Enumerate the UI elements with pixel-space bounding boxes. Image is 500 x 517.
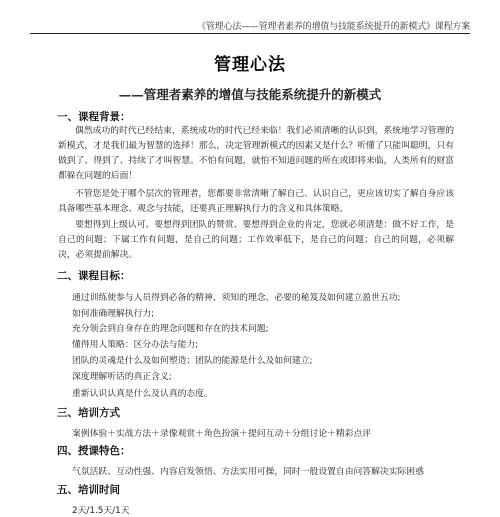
goal-item: 重新认识认真是什么及认真的态度。 bbox=[72, 389, 213, 399]
section-heading-duration: 五、培训时间 bbox=[57, 484, 120, 496]
goal-item: 深度理解听话的真正含义; bbox=[72, 372, 172, 382]
header-rule bbox=[30, 33, 470, 34]
goal-item: 通过训练使参与人员得到必备的精神、须知的理念、必要的秘笈及如何建立盈世五功; bbox=[72, 293, 401, 303]
section-heading-goals: 二、课程目标： bbox=[57, 270, 131, 282]
methods-text: 案例体验＋实战方法＋录像观赏＋角色扮演＋提问互动＋分组讨论＋精彩点评 bbox=[72, 429, 372, 439]
goal-item: 懂得用人策略：区分办法与能力; bbox=[72, 340, 199, 350]
background-paragraph-1-text: 偶然成功的时代已经结束，系统成功的时代已经来临！我们必须清晰的认识到，系统地学习管理的新模式，才是我们最为智慧的选择！那么，决定管理新模式的因素又是什么？听懂了只能叫聪明，只有做到了、得到了、持续了才叫智慧。不怕有问题，就怕不知道问题的所在或即将来临，人类所有的财富都躲在问题的后面！ bbox=[58, 126, 454, 181]
document-subtitle: ——管理者素养的增值与技能系统提升的新模式 bbox=[118, 87, 382, 102]
background-paragraph-2 bbox=[58, 187, 454, 217]
section-heading-features: 四、授课特色： bbox=[57, 445, 131, 457]
background-paragraph-3 bbox=[58, 218, 454, 263]
background-paragraph-3-text: 要想得到上级认可、要想得到团队的赞赏、要想得到企业的肯定，您就必须清楚：做不好工作，是自己的问题；下属工作有问题，是自己的问题；工作效率低下，是自己的问题；自己的问题，必须解决，必须提前解决。 bbox=[58, 220, 454, 260]
goal-item: 充分领会到自身存在的理念问题和存在的技术问题; bbox=[72, 324, 269, 334]
running-header: 《管理心法——管理者素养的增值与技能系统提升的新模式》课程方案 bbox=[197, 22, 470, 32]
features-text: 气氛活跃、互动性强、内容启发领悟、方法实用可操，同时一般设置自由问答解决实际困惑 bbox=[72, 467, 424, 477]
goal-item: 如何准确理解执行力; bbox=[72, 309, 155, 319]
goal-item: 团队的灵魂是什么及如何塑造；团队的能源是什么及如何建立; bbox=[72, 356, 313, 366]
document-title: 管理心法 bbox=[214, 55, 286, 75]
duration-text: 2天/1.5天/1天 bbox=[72, 506, 130, 516]
section-heading-methods: 三、培训方式 bbox=[57, 407, 120, 419]
background-paragraph-1 bbox=[58, 124, 454, 184]
background-paragraph-2-text: 不管您是处于哪个层次的管理者，您都要非常清晰了解自己、认识自己，更应该切实了解自身应该具备哪些基本理念、观念与技能，还要真正理解执行力的含义和具体策略。 bbox=[58, 189, 454, 214]
section-heading-background: 一、课程背景： bbox=[57, 111, 131, 123]
